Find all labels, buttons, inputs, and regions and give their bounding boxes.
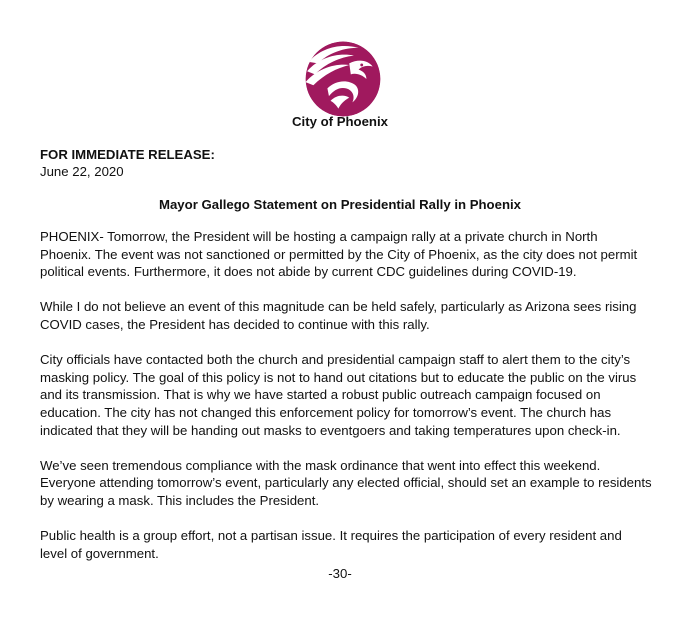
statement-body — [40, 228, 652, 580]
paragraph: Public health is a group effort, not a partisan issue. It requires the participation of every resident and level of government. — [40, 528, 622, 561]
phoenix-bird-logo-icon — [304, 40, 382, 118]
end-mark: -30- — [328, 566, 352, 581]
paragraph: PHOENIX- Tomorrow, the President will be hosting a campaign rally at a private church in North Phoenix. The event was not sanctioned or permitted by the City of Phoenix, as the city does not permit political events. Furthermore, it does not abide by current CDC guidelines during COVID-19. — [40, 229, 638, 280]
headline: Mayor Gallego Statement on Presidential Rally in Phoenix — [158, 197, 521, 212]
org-name: City of Phoenix — [292, 114, 388, 129]
release-label: FOR IMMEDIATE RELEASE: — [40, 147, 215, 162]
paragraph: We’ve seen tremendous compliance with the mask ordinance that went into effect this weekend. Everyone attending tomorrow’s event, particularly any elected official, should set an example to residents by wearing a mask. This includes the President. — [40, 457, 652, 508]
paragraph: City officials have contacted both the church and presidential campaign staff to alert them to the city’s masking policy. The goal of this policy is not to hand out citations but to educate the public on the virus and its transmission. That is why we have started a robust public outreach campaign focused on education. The city has not changed this enforcement policy for tomorrow’s event. The church has indicated that they will be handing out masks to eventgoers and taking temperatures upon check-in. — [40, 352, 637, 438]
paragraph: While I do not believe an event of this magnitude can be held safely, particularly as Arizona sees rising COVID cases, the President has decided to continue with this rally. — [40, 299, 637, 332]
release-date: June 22, 2020 — [40, 164, 124, 179]
